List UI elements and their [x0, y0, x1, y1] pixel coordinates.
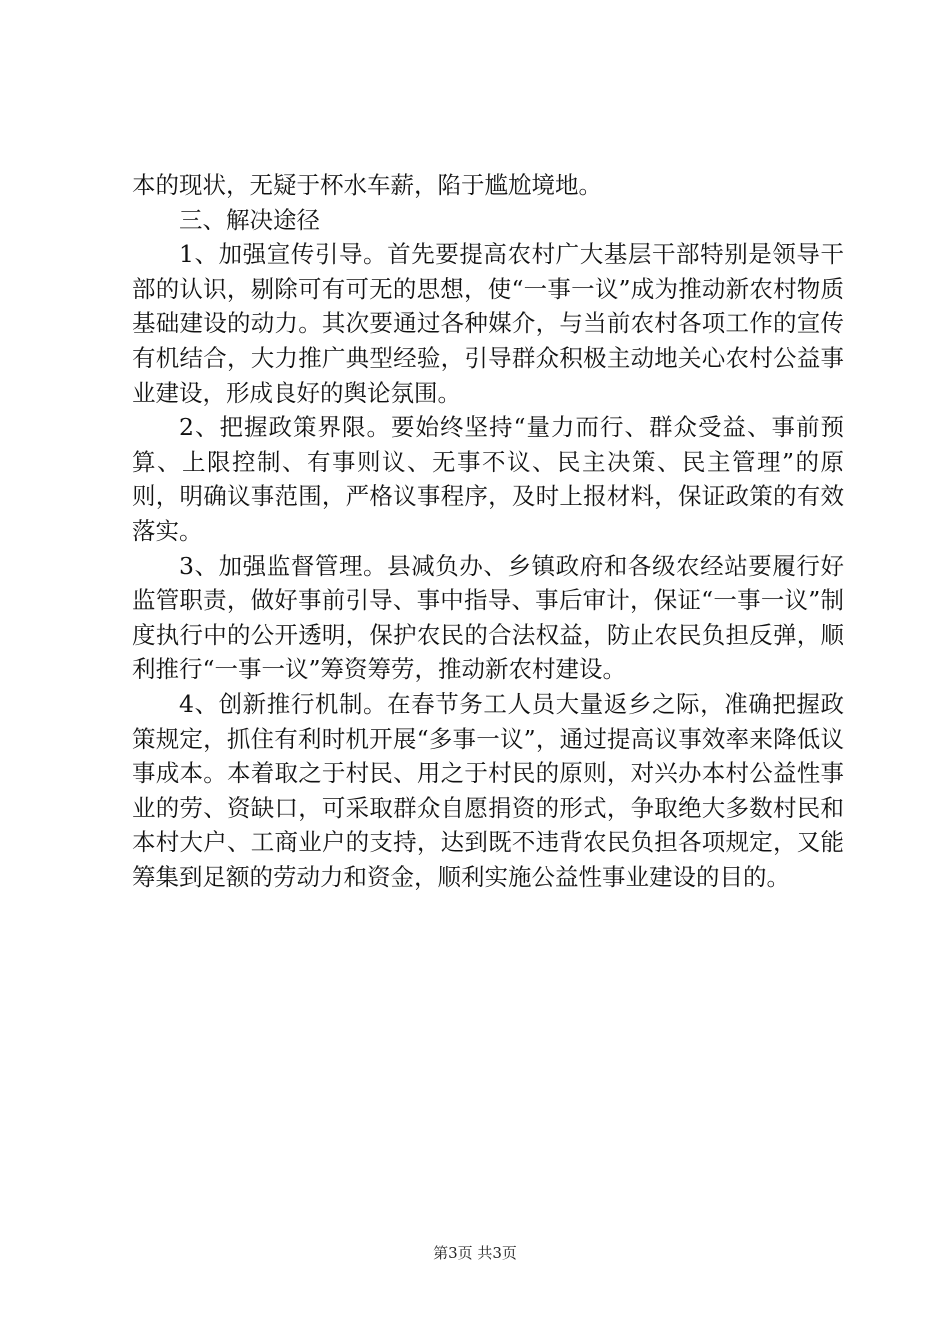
- paragraph-publicity-guidance: 1、加强宣传引导。首先要提高农村广大基层干部特别是领导干部的认识，剔除可有可无的思想，使“一事一议”成为推动新农村物质基础建设的动力。其次要通过各种媒介，与当前农村各项工作的宣传有机结合，大力推广典型经验，引导群众积极主动地关心农村公益事业建设，形成良好的舆论氛围。: [132, 240, 844, 407]
- paragraph-innovation-mechanism: 4、创新推行机制。在春节务工人员大量返乡之际，准确把握政策规定，抓住有利时机开展“多事一议”，通过提高议事效率来降低议事成本。本着取之于村民、用之于村民的原则，对兴办本村公益性事业的劳、资缺口，可采取群众自愿捐资的形式，争取绝大多数村民和本村大户、工商业户的支持，达到既不违背农民负担各项规定，又能筹集到足额的劳动力和资金，顺利实施公益性事业建设的目的。: [132, 689, 844, 891]
- page-footer: 第3页 共3页: [433, 1244, 517, 1262]
- paragraph-supervision-management: 3、加强监督管理。县减负办、乡镇政府和各级农经站要履行好监管职责，做好事前引导、事中指导、事后审计，保证“一事一议”制度执行中的公开透明，保护农民的合法权益，防止农民负担反弹，顺利推行“一事一议”筹资筹劳，推动新农村建设。: [132, 551, 844, 684]
- paragraph-continuation: 本的现状，无疑于杯水车薪，陷于尴尬境地。: [132, 171, 602, 199]
- section-heading-solutions: 三、解决途径: [179, 205, 320, 234]
- paragraph-policy-boundaries: 2、把握政策界限。要始终坚持“量力而行、群众受益、事前预算、上限控制、有事则议、无事不议、民主决策、民主管理”的原则，明确议事范围，严格议事程序，及时上报材料，保证政策的有效落实。: [132, 413, 844, 545]
- document-body: [132, 168, 844, 894]
